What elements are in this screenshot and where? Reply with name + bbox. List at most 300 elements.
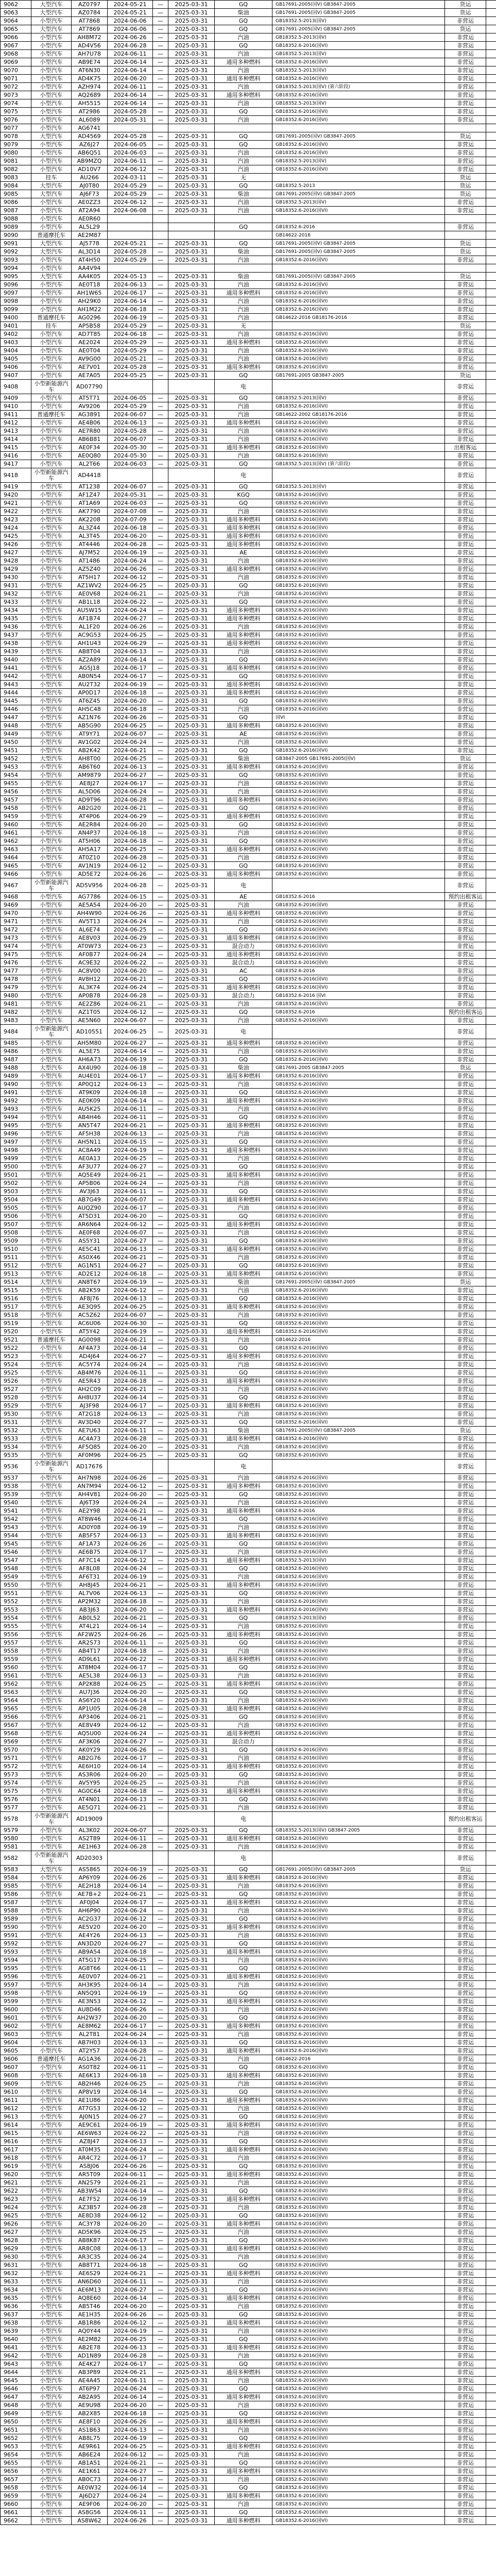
cell-fuel-type: GQ: [215, 1664, 272, 1672]
cell-fuel-type: GQ: [215, 1771, 272, 1779]
cell-usage-nature: 非营运: [445, 2030, 486, 2039]
cell-emission-standard: GB18352.6-2016(国VI): [272, 1490, 445, 1499]
cell-plate-number: AV5T13: [72, 918, 108, 926]
cell-remarks: [486, 1016, 496, 1025]
cell-usage-nature: 非营运: [445, 1964, 486, 1973]
cell-date-separator: —: [153, 116, 168, 124]
cell-serial-no: 9578: [1, 1812, 31, 1826]
cell-start-date: 2024-06-21: [108, 2368, 153, 2377]
cell-date-separator: —: [153, 672, 168, 681]
cell-emission-standard: GB18352.6-2016(国VI): [272, 1237, 445, 1245]
cell-emission-standard: GB18352.6-2016(国VI): [272, 763, 445, 771]
cell-remarks: [486, 1713, 496, 1721]
table-row: [1, 909, 496, 918]
cell-start-date: 2024-06-14: [108, 1047, 153, 1056]
cell-start-date: 2024-06-13: [108, 2039, 153, 2047]
cell-end-date: 2025-03-31: [168, 2039, 215, 2047]
cell-usage-nature: 非营运: [445, 491, 486, 499]
cell-date-separator: —: [153, 1427, 168, 1435]
cell-end-date: 2025-03-31: [168, 1000, 215, 1008]
cell-plate-number: AT2Y57: [72, 2047, 108, 2055]
cell-plate-number: AL6089: [72, 116, 108, 124]
cell-plate-number: AT1238: [72, 483, 108, 491]
table-row: [1, 314, 496, 322]
table-row: [1, 1754, 496, 1762]
cell-end-date: 2025-03-31: [168, 975, 215, 984]
cell-remarks: [486, 1361, 496, 1369]
table-row: [1, 108, 496, 116]
cell-usage-nature: 非营运: [445, 411, 486, 419]
cell-usage-nature: 非营运: [445, 615, 486, 623]
cell-fuel-type: 汽油: [215, 1672, 272, 1680]
cell-fuel-type: [215, 124, 272, 132]
cell-usage-nature: 非营运: [445, 1155, 486, 1163]
cell-vehicle-type: 小型汽车: [31, 689, 72, 697]
cell-emission-standard: GB18352.6-2016(国VI): [272, 549, 445, 557]
cell-remarks: [486, 248, 496, 256]
cell-vehicle-type: 小型汽车: [31, 1155, 72, 1163]
cell-date-separator: —: [153, 1138, 168, 1146]
table-row: [1, 730, 496, 738]
cell-remarks: [486, 1253, 496, 1262]
cell-serial-no: 9586: [1, 1890, 31, 1899]
cell-remarks: [486, 837, 496, 845]
cell-usage-nature: 非营运: [445, 2088, 486, 2096]
cell-start-date: 2024-06-24: [108, 2253, 153, 2261]
cell-remarks: [486, 779, 496, 788]
cell-remarks: [486, 83, 496, 91]
cell-start-date: 2024-06-29: [108, 812, 153, 821]
cell-serial-no: 9444: [1, 689, 31, 697]
cell-date-separator: —: [153, 1344, 168, 1352]
cell-plate-number: AZ8J47: [72, 2138, 108, 2146]
cell-usage-nature: 非营运: [445, 1253, 486, 1262]
cell-end-date: 2025-03-31: [168, 2368, 215, 2377]
cell-emission-standard: GB18352.6-2016(国VI): [272, 516, 445, 524]
cell-emission-standard: GB18352.6-2016(国VI): [272, 2204, 445, 2212]
cell-start-date: 2024-06-19: [108, 1056, 153, 1064]
cell-vehicle-type: 小型汽车: [31, 394, 72, 402]
cell-start-date: 2024-06-12: [108, 1286, 153, 1295]
cell-vehicle-type: 小型汽车: [31, 2385, 72, 2393]
cell-plate-number: AB3J63: [72, 1606, 108, 1614]
cell-emission-standard: GB18352.6-2016(国VI): [272, 1105, 445, 1113]
cell-plate-number: AE5N60: [72, 1016, 108, 1025]
cell-vehicle-type: 小型汽车: [31, 705, 72, 714]
cell-vehicle-type: 小型汽车: [31, 1047, 72, 1056]
cell-emission-standard: GB18352.6-2016(国VI): [272, 1721, 445, 1730]
cell-remarks: [486, 1721, 496, 1730]
cell-start-date: 2024-06-14: [108, 91, 153, 99]
cell-fuel-type: GQ: [215, 1295, 272, 1303]
cell-remarks: [486, 2344, 496, 2352]
cell-serial-no: 9594: [1, 1956, 31, 1964]
cell-remarks: [486, 2154, 496, 2162]
cell-usage-nature: 非营运: [445, 50, 486, 58]
cell-date-separator: —: [153, 2368, 168, 2377]
cell-vehicle-type: 小型汽车: [31, 639, 72, 648]
cell-start-date: 2024-03-11: [108, 174, 153, 182]
cell-fuel-type: GQ: [215, 1163, 272, 1171]
cell-fuel-type: GQ: [215, 2039, 272, 2047]
cell-vehicle-type: 小型汽车: [31, 435, 72, 444]
cell-end-date: 2025-03-31: [168, 108, 215, 116]
cell-date-separator: —: [153, 1008, 168, 1016]
cell-date-separator: —: [153, 2451, 168, 2459]
cell-plate-number: AF1B74: [72, 615, 108, 623]
cell-start-date: 2024-06-26: [108, 1540, 153, 1548]
cell-fuel-type: GQ: [215, 2063, 272, 2072]
cell-vehicle-type: 小型汽车: [31, 2261, 72, 2269]
cell-remarks: [486, 1523, 496, 1532]
table-row: [1, 363, 496, 371]
cell-plate-number: AE6K13: [72, 2072, 108, 2080]
cell-end-date: 2025-03-31: [168, 2088, 215, 2096]
cell-fuel-type: 电: [215, 468, 272, 483]
cell-fuel-type: 汽油: [215, 198, 272, 207]
cell-vehicle-type: 小型汽车: [31, 402, 72, 411]
cell-emission-standard: GB18352.6-2016(国VI): [272, 730, 445, 738]
cell-remarks: [486, 714, 496, 722]
cell-remarks: [486, 2418, 496, 2426]
cell-remarks: [486, 50, 496, 58]
cell-serial-no: 9494: [1, 1113, 31, 1122]
table-row: [1, 91, 496, 99]
cell-plate-number: AD4569: [72, 132, 108, 141]
cell-serial-no: 9611: [1, 2096, 31, 2105]
cell-remarks: [486, 1319, 496, 1328]
cell-fuel-type: GQ: [215, 2236, 272, 2245]
cell-serial-no: 9498: [1, 1146, 31, 1155]
table-row: [1, 1680, 496, 1688]
cell-remarks: [486, 1146, 496, 1155]
cell-end-date: 2025-03-31: [168, 2063, 215, 2072]
cell-start-date: 2024-06-26: [108, 1631, 153, 1639]
cell-date-separator: —: [153, 2410, 168, 2418]
cell-start-date: 2024-06-24: [108, 1730, 153, 1738]
cell-serial-no: 9640: [1, 2335, 31, 2344]
cell-serial-no: 9065: [1, 25, 31, 33]
cell-date-separator: —: [153, 2393, 168, 2401]
cell-fuel-type: 混合动力: [215, 1738, 272, 1746]
cell-usage-nature: 非营运: [445, 1899, 486, 1907]
table-row: [1, 664, 496, 672]
cell-fuel-type: 通用多种燃料: [215, 796, 272, 804]
cell-serial-no: 9455: [1, 779, 31, 788]
cell-end-date: 2025-03-31: [168, 639, 215, 648]
cell-vehicle-type: 小型汽车: [31, 796, 72, 804]
cell-end-date: 2025-03-31: [168, 984, 215, 992]
cell-plate-number: AL2T81: [72, 2030, 108, 2039]
cell-end-date: 2025-03-31: [168, 1418, 215, 1427]
cell-vehicle-type: 小型汽车: [31, 557, 72, 565]
cell-start-date: 2024-06-13: [108, 763, 153, 771]
cell-emission-standard: GB18352.6-2016(国VI): [272, 1303, 445, 1311]
cell-plate-number: AT0Z10: [72, 854, 108, 862]
cell-emission-standard: GB18352.6-2016(国VI): [272, 1080, 445, 1089]
cell-date-separator: —: [153, 132, 168, 141]
cell-fuel-type: 汽油: [215, 1253, 272, 1262]
cell-fuel-type: GQ: [215, 1188, 272, 1196]
cell-serial-no: 9422: [1, 507, 31, 516]
cell-start-date: 2024-06-19: [108, 2327, 153, 2335]
cell-usage-nature: 非营运: [445, 2072, 486, 2080]
cell-vehicle-type: 小型汽车: [31, 926, 72, 934]
cell-usage-nature: 非营运: [445, 1352, 486, 1361]
cell-usage-nature: 非营运: [445, 1016, 486, 1025]
cell-start-date: 2024-06-13: [108, 648, 153, 656]
cell-end-date: 2025-03-31: [168, 1490, 215, 1499]
cell-end-date: 2025-03-31: [168, 83, 215, 91]
cell-date-separator: —: [153, 1997, 168, 2006]
cell-plate-number: AE2Z86: [72, 1000, 108, 1008]
cell-usage-nature: 非营运: [445, 1907, 486, 1915]
cell-start-date: 2024-06-27: [108, 1262, 153, 1270]
cell-serial-no: 9654: [1, 2451, 31, 2459]
cell-remarks: [486, 149, 496, 157]
cell-end-date: [168, 124, 215, 132]
table-row: [1, 1647, 496, 1655]
cell-vehicle-type: 小型新能源汽车: [31, 468, 72, 483]
cell-start-date: 2024-06-26: [108, 1474, 153, 1482]
cell-fuel-type: 汽油: [215, 157, 272, 165]
cell-emission-standard: GB18352.6-2016(国VI): [272, 1435, 445, 1443]
cell-end-date: 2025-03-31: [168, 1771, 215, 1779]
cell-plate-number: AF0J04: [72, 1899, 108, 1907]
cell-plate-number: AE5C41: [72, 1245, 108, 1253]
cell-serial-no: 9646: [1, 2385, 31, 2393]
cell-date-separator: —: [153, 2467, 168, 2476]
cell-end-date: 2025-03-31: [168, 483, 215, 491]
cell-emission-standard: GB18352.6-2016(国VI): [272, 1097, 445, 1105]
cell-date-separator: —: [153, 1402, 168, 1410]
cell-vehicle-type: 小型汽车: [31, 893, 72, 901]
cell-plate-number: AN5T47: [72, 1122, 108, 1130]
table-row: [1, 83, 496, 91]
cell-plate-number: AS0X46: [72, 1253, 108, 1262]
cell-emission-standard: GB14622-2002 GB18176-2016: [272, 411, 445, 419]
cell-emission-standard: GB14622-2016: [272, 231, 445, 240]
cell-remarks: [486, 1196, 496, 1204]
cell-vehicle-type: 小型汽车: [31, 1540, 72, 1548]
cell-remarks: [486, 1482, 496, 1490]
cell-emission-standard: GB18352.6-2016(国VI): [272, 281, 445, 289]
cell-end-date: 2025-03-31: [168, 198, 215, 207]
cell-fuel-type: 汽油: [215, 355, 272, 363]
cell-serial-no: 9625: [1, 2212, 31, 2220]
cell-usage-nature: 非营运: [445, 289, 486, 297]
cell-start-date: 2024-06-11: [108, 50, 153, 58]
cell-emission-standard: GB18352.6-2016(国VI): [272, 1843, 445, 1851]
cell-usage-nature: 非营运: [445, 1499, 486, 1507]
table-row: [1, 2368, 496, 2377]
cell-emission-standard: GB18352.6-2016(国VI): [272, 901, 445, 909]
cell-date-separator: —: [153, 878, 168, 893]
table-row: [1, 2492, 496, 2500]
cell-remarks: [486, 1931, 496, 1940]
cell-usage-nature: 非营运: [445, 2055, 486, 2063]
cell-vehicle-type: 大型汽车: [31, 248, 72, 256]
cell-start-date: 2024-06-18: [108, 1948, 153, 1956]
cell-date-separator: —: [153, 1490, 168, 1499]
cell-plate-number: AE0F34: [72, 444, 108, 452]
cell-vehicle-type: 小型汽车: [31, 1490, 72, 1499]
cell-serial-no: 9463: [1, 845, 31, 854]
cell-emission-standard: GB18352.6-2016(国VI): [272, 306, 445, 314]
cell-date-separator: —: [153, 2476, 168, 2484]
cell-emission-standard: GB18352.6-2016(国VI): [272, 2368, 445, 2377]
cell-serial-no: 9529: [1, 1402, 31, 1410]
cell-plate-number: AB0N54: [72, 672, 108, 681]
cell-start-date: 2024-06-13: [108, 2344, 153, 2352]
cell-remarks: [486, 223, 496, 231]
cell-start-date: 2024-06-19: [108, 2195, 153, 2204]
cell-date-separator: —: [153, 371, 168, 380]
cell-date-separator: —: [153, 273, 168, 281]
cell-vehicle-type: 小型汽车: [31, 565, 72, 573]
cell-remarks: [486, 1237, 496, 1245]
cell-plate-number: AE4Y26: [72, 1931, 108, 1940]
cell-date-separator: —: [153, 664, 168, 672]
cell-usage-nature: 非营运: [445, 2187, 486, 2195]
cell-end-date: 2025-03-31: [168, 681, 215, 689]
cell-end-date: 2025-03-31: [168, 2459, 215, 2467]
cell-serial-no: 9585: [1, 1882, 31, 1890]
table-row: [1, 573, 496, 582]
cell-emission-standard: GB18352.6-2016(国VI): [272, 942, 445, 951]
cell-date-separator: —: [153, 984, 168, 992]
cell-vehicle-type: 小型汽车: [31, 549, 72, 557]
table-row: [1, 1410, 496, 1418]
cell-usage-nature: 非营运: [445, 788, 486, 796]
cell-date-separator: —: [153, 1688, 168, 1697]
cell-usage-nature: 非营运: [445, 1377, 486, 1385]
cell-vehicle-type: 小型汽车: [31, 491, 72, 499]
cell-start-date: 2024-06-18: [108, 689, 153, 697]
cell-usage-nature: 非营运: [445, 1606, 486, 1614]
cell-plate-number: AT7869: [72, 25, 108, 33]
table-row: [1, 1105, 496, 1113]
cell-remarks: [486, 2022, 496, 2030]
cell-vehicle-type: 小型汽车: [31, 1016, 72, 1025]
cell-serial-no: 9094: [1, 264, 31, 273]
cell-vehicle-type: 小型汽车: [31, 2294, 72, 2302]
cell-fuel-type: GQ: [215, 2509, 272, 2517]
cell-serial-no: 9531: [1, 1418, 31, 1427]
cell-date-separator: —: [153, 2179, 168, 2187]
table-row: [1, 975, 496, 984]
cell-remarks: [486, 648, 496, 656]
cell-remarks: [486, 1826, 496, 1835]
cell-vehicle-type: 小型汽车: [31, 306, 72, 314]
cell-remarks: [486, 1113, 496, 1122]
cell-usage-nature: 非营运: [445, 108, 486, 116]
cell-serial-no: 9571: [1, 1754, 31, 1762]
cell-remarks: [486, 264, 496, 273]
cell-vehicle-type: 小型汽车: [31, 821, 72, 829]
table-row: [1, 2039, 496, 2047]
cell-date-separator: —: [153, 141, 168, 149]
cell-plate-number: AB7G49: [72, 1196, 108, 1204]
cell-serial-no: 9649: [1, 2410, 31, 2418]
table-row: [1, 672, 496, 681]
cell-vehicle-type: 小型汽车: [31, 2492, 72, 2500]
cell-plate-number: AE5Q71: [72, 1804, 108, 1812]
cell-usage-nature: 非营运: [445, 2138, 486, 2146]
cell-date-separator: —: [153, 1771, 168, 1779]
cell-start-date: 2024-06-29: [108, 934, 153, 942]
cell-fuel-type: 汽油: [215, 918, 272, 926]
cell-plate-number: AC4A73: [72, 1435, 108, 1443]
cell-plate-number: AD17676: [72, 1460, 108, 1474]
cell-start-date: 2024-06-05: [108, 141, 153, 149]
cell-plate-number: AD7T85: [72, 330, 108, 338]
cell-date-separator: —: [153, 681, 168, 689]
cell-usage-nature: 非营运: [445, 672, 486, 681]
cell-serial-no: 9074: [1, 99, 31, 108]
cell-emission-standard: GB3847-2005 GB17691-2005(国V): [272, 755, 445, 763]
cell-emission-standard: GB17691-2005(国V) GB3847-2005: [272, 132, 445, 141]
cell-start-date: 2024-06-19: [108, 1328, 153, 1336]
cell-emission-standard: GB18352.6-2016(国VI): [272, 2088, 445, 2096]
cell-remarks: [486, 2327, 496, 2335]
cell-emission-standard: GB18352.6-2016(国VI): [272, 2344, 445, 2352]
cell-usage-nature: 非营运: [445, 1295, 486, 1303]
cell-fuel-type: 通用多种燃料: [215, 2269, 272, 2278]
cell-fuel-type: 通用多种燃料: [215, 540, 272, 549]
cell-plate-number: AE7A05: [72, 371, 108, 380]
cell-end-date: 2025-03-31: [168, 75, 215, 83]
cell-vehicle-type: 小型汽车: [31, 934, 72, 942]
table-row: [1, 2154, 496, 2162]
cell-serial-no: 9407: [1, 371, 31, 380]
cell-plate-number: AQ5E49: [72, 1171, 108, 1179]
cell-start-date: 2024-06-14: [108, 1344, 153, 1352]
cell-serial-no: 9493: [1, 1105, 31, 1113]
cell-usage-nature: 非营运: [445, 951, 486, 959]
cell-start-date: 2024-06-28: [108, 1843, 153, 1851]
cell-start-date: 2024-06-17: [108, 779, 153, 788]
table-row: [1, 1245, 496, 1253]
cell-emission-standard: GB18352.5-2013(国V) GB3847-2005: [272, 1826, 445, 1835]
cell-remarks: [486, 165, 496, 174]
cell-plate-number: AV8H12: [72, 975, 108, 984]
table-row: [1, 1826, 496, 1835]
cell-fuel-type: 通用多种燃料: [215, 984, 272, 992]
cell-plate-number: AH1U43: [72, 639, 108, 648]
cell-emission-standard: GB18352.5-2013(国V) (第六阶段): [272, 460, 445, 468]
cell-remarks: [486, 1680, 496, 1688]
cell-serial-no: 9659: [1, 2492, 31, 2500]
cell-vehicle-type: 大型汽车: [31, 25, 72, 33]
cell-end-date: 2025-03-31: [168, 2228, 215, 2236]
table-row: [1, 1721, 496, 1730]
cell-date-separator: —: [153, 50, 168, 58]
cell-serial-no: 9429: [1, 565, 31, 573]
cell-serial-no: 9082: [1, 165, 31, 174]
cell-date-separator: —: [153, 1697, 168, 1705]
cell-start-date: 2024-06-18: [108, 1064, 153, 1072]
cell-end-date: 2025-03-31: [168, 419, 215, 427]
cell-emission-standard: GB18352.6-2016(国VI): [272, 2509, 445, 2517]
cell-remarks: [486, 975, 496, 984]
cell-start-date: 2024-06-24: [108, 1499, 153, 1507]
cell-serial-no: 9087: [1, 207, 31, 215]
table-row: [1, 606, 496, 615]
cell-vehicle-type: 小型汽车: [31, 1352, 72, 1361]
cell-serial-no: 9606: [1, 2055, 31, 2063]
cell-usage-nature: 非营运: [445, 149, 486, 157]
